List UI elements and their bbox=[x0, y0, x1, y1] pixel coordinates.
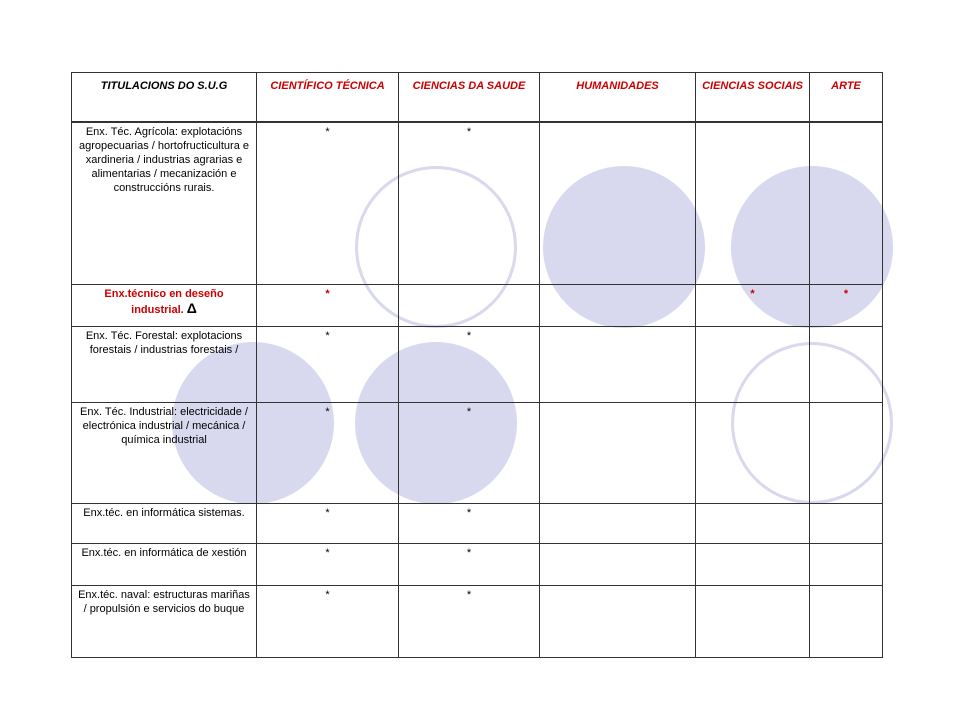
row-mark: * bbox=[399, 503, 540, 543]
row-mark bbox=[540, 503, 696, 543]
row-mark bbox=[810, 585, 883, 657]
row-mark bbox=[696, 585, 810, 657]
row-mark: * bbox=[257, 543, 399, 585]
row-title: Enx.téc. en informática sistemas. bbox=[72, 503, 257, 543]
row-mark bbox=[810, 326, 883, 402]
delta-symbol: Δ bbox=[186, 299, 197, 316]
row-mark: * bbox=[257, 284, 399, 326]
header-humanidades: HUMANIDADES bbox=[540, 73, 696, 123]
row-mark: * bbox=[257, 585, 399, 657]
row-mark: * bbox=[257, 122, 399, 284]
table-row bbox=[72, 543, 883, 585]
row-title: Enx.téc. en informática de xestión bbox=[72, 543, 257, 585]
header-titulacions: TITULACIONS DO S.U.G bbox=[72, 73, 257, 123]
row-mark: * bbox=[257, 503, 399, 543]
table-row bbox=[72, 326, 883, 402]
row-title bbox=[72, 284, 257, 326]
header-ciencias-saude: CIENCIAS DA SAUDE bbox=[399, 73, 540, 123]
row-title: Enx. Téc. Forestal: explotacions forestais / industrias forestais / bbox=[72, 326, 257, 402]
table-row bbox=[72, 585, 883, 657]
header-arte: ARTE bbox=[810, 73, 883, 123]
row-mark: * bbox=[399, 402, 540, 503]
row-mark bbox=[540, 543, 696, 585]
table-header-row bbox=[72, 73, 883, 123]
row-mark bbox=[696, 543, 810, 585]
row-mark: * bbox=[696, 284, 810, 326]
row-mark bbox=[696, 122, 810, 284]
row-mark bbox=[540, 585, 696, 657]
row-title-text: Enx.técnico en deseño industrial. bbox=[104, 287, 224, 316]
row-mark bbox=[810, 122, 883, 284]
row-mark bbox=[810, 402, 883, 503]
row-mark: * bbox=[399, 585, 540, 657]
row-title: Enx. Téc. Industrial: electricidade / electrónica industrial / mecánica / química industrial bbox=[72, 402, 257, 503]
row-mark: * bbox=[257, 402, 399, 503]
row-mark: * bbox=[399, 122, 540, 284]
row-mark bbox=[540, 122, 696, 284]
table-row bbox=[72, 402, 883, 503]
titulacions-table bbox=[71, 72, 883, 658]
table-row bbox=[72, 122, 883, 284]
row-mark bbox=[540, 284, 696, 326]
row-mark bbox=[696, 326, 810, 402]
row-mark: * bbox=[399, 543, 540, 585]
row-mark bbox=[810, 503, 883, 543]
table-row-highlighted bbox=[72, 284, 883, 326]
row-title: Enx. Téc. Agrícola: explotacións agropecuarias / hortofructicultura e xardineria / industrias agrarias e alimentarias / mecanización e construccións rurais. bbox=[72, 122, 257, 284]
row-mark bbox=[696, 503, 810, 543]
row-mark bbox=[540, 326, 696, 402]
row-mark: * bbox=[399, 326, 540, 402]
row-mark bbox=[399, 284, 540, 326]
table-row bbox=[72, 503, 883, 543]
row-title: Enx.téc. naval: estructuras mariñas / propulsión e servicios do buque bbox=[72, 585, 257, 657]
row-mark bbox=[810, 543, 883, 585]
row-mark bbox=[540, 402, 696, 503]
row-mark bbox=[696, 402, 810, 503]
header-ciencias-sociais: CIENCIAS SOCIAIS bbox=[696, 73, 810, 123]
row-mark: * bbox=[257, 326, 399, 402]
row-mark: * bbox=[810, 284, 883, 326]
header-cientifico-tecnica: CIENTÍFICO TÉCNICA bbox=[257, 73, 399, 123]
